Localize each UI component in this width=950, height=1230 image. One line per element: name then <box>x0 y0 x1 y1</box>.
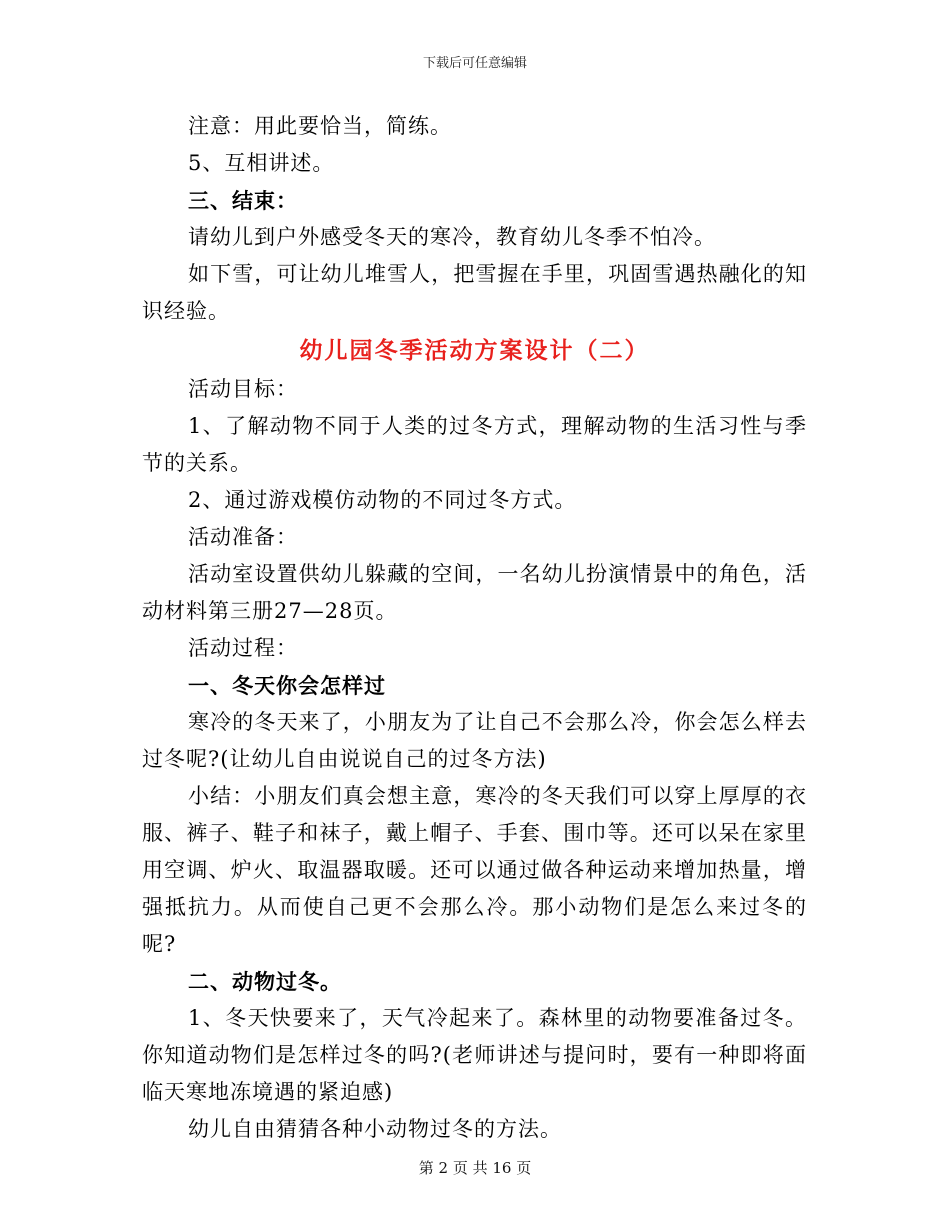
paragraph: 注意：用此要恰当，简练。 <box>188 114 452 138</box>
paragraph: 活动目标： <box>188 377 298 401</box>
paragraph: 寒冷的冬天来了，小朋友为了让自己不会那么冷，你会怎么样去过冬呢?(让幼儿自由说说自己的过冬方法) <box>142 710 807 771</box>
paragraph: 小结：小朋友们真会想主意，寒冷的冬天我们可以穿上厚厚的衣服、裤子、鞋子和袜子，戴上帽子、手套、围巾等。还可以呆在家里用空调、炉火、取温器取暖。还可以通过做各种运动来增加热量，增强抵抗力。从而使自己更不会那么冷。那小动物们是怎么来过冬的呢? <box>142 784 807 956</box>
list-item: 1、了解动物不同于人类的过冬方式，理解动物的生活习性与季节的关系。 <box>142 414 807 475</box>
section-heading: 三、结束： <box>188 188 298 213</box>
paragraph: 幼儿自由猜猜各种小动物过冬的方法。 <box>188 1117 562 1141</box>
document-title: 幼儿园冬季活动方案设计（二） <box>299 337 650 364</box>
list-item: 1、冬天快要来了，天气冷起来了。森林里的动物要准备过冬。你知道动物们是怎样过冬的吗?(老师讲述与提问时，要有一种即将面临天寒地冻境遇的紧迫感) <box>142 1006 807 1104</box>
section-heading: 二、动物过冬。 <box>188 969 342 994</box>
list-item: 2、通过游戏模仿动物的不同过冬方式。 <box>188 488 577 512</box>
paragraph: 活动准备： <box>188 525 298 549</box>
page-header: 下载后可任意编辑 <box>422 56 527 71</box>
list-item: 5、互相讲述。 <box>188 151 335 175</box>
paragraph: 如下雪，可让幼儿堆雪人，把雪握在手里，巩固雪遇热融化的知识经验。 <box>142 262 807 323</box>
paragraph: 活动室设置供幼儿躲藏的空间，一名幼儿扮演情景中的角色，活动材料第三册27—28页。 <box>142 562 807 623</box>
section-heading: 一、冬天你会怎样过 <box>188 673 386 698</box>
paragraph: 请幼儿到户外感受冬天的寒冷，教育幼儿冬季不怕冷。 <box>188 225 716 249</box>
page-footer: 第 2 页 共 16 页 <box>418 1159 532 1177</box>
document-body <box>142 108 807 1148</box>
paragraph: 活动过程： <box>188 636 298 660</box>
